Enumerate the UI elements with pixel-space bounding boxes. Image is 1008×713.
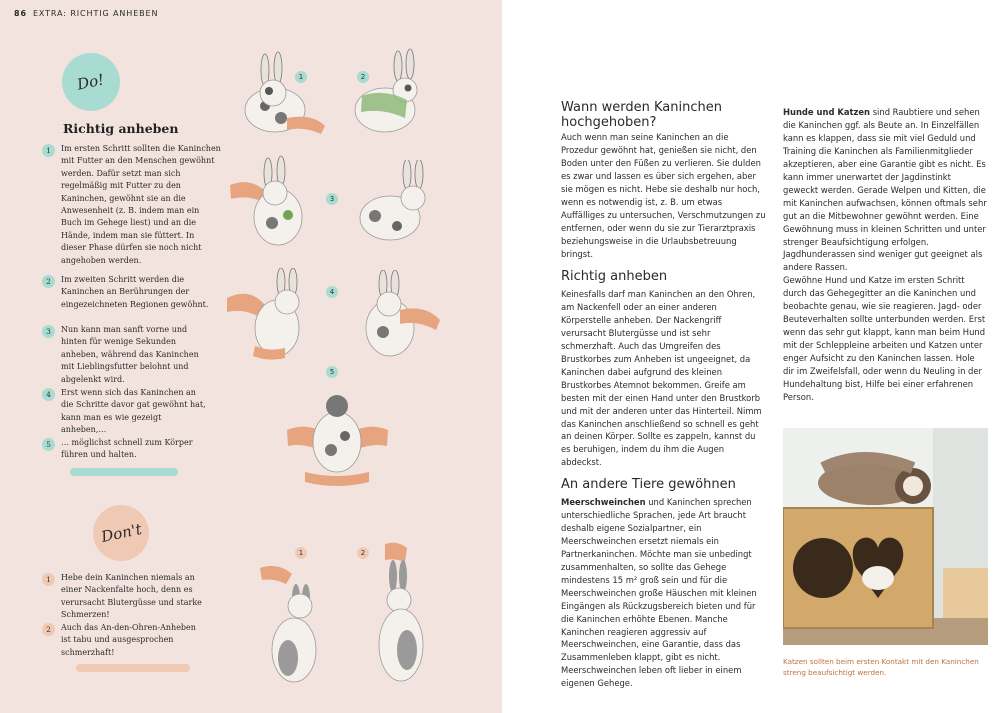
rabbit-step3a-illustration [228, 155, 328, 255]
step-number: 1 [42, 573, 55, 586]
step-number: 1 [42, 144, 55, 157]
do-step-3 [42, 324, 222, 386]
step-number: 4 [42, 388, 55, 401]
page-number: 86 [14, 9, 27, 18]
rabbit-step4a-illustration [225, 268, 325, 363]
do-step-5 [42, 437, 222, 462]
photo-caption: Katzen sollten beim ersten Kontakt mit den Kaninchen streng beaufsichtigt werden. [783, 657, 979, 677]
step-number: 2 [42, 623, 55, 636]
cat-on-wooden-house-photo [783, 428, 988, 645]
figure-number: 2 [357, 71, 369, 83]
figure-number: 3 [326, 193, 338, 205]
figure-number: 1 [295, 71, 307, 83]
step-number: 3 [42, 325, 55, 338]
rabbit-held-close-illustration [285, 380, 390, 490]
step-text: Im ersten Schritt sollten die Kaninchen mit Futter an den Menschen gewöhnt werden. Dafür setzt man sich regelmäßig mit Futter zu den Kaninchen, gewöhnt sie an die Anwesenheit (z. B. indem man ein Buch im Gehege liest) und an die Hände, indem man sie füttert. In dieser Phase dürfen sie noch nicht angehoben werden. [61, 144, 221, 265]
rabbit-step3b-illustration [345, 160, 445, 255]
figure-number: 2 [357, 547, 369, 559]
rabbit-neck-grab-illustration [252, 558, 337, 688]
dont-step-2 [42, 622, 222, 659]
section-name: EXTRA: RICHTIG ANHEBEN [32, 9, 159, 18]
section-body: Hunde und Katzen sind Raubtiere und sehen die Kaninchen ggf. als Beute an. In Einzelfällen kann es klappen, dass sie mit viel Geduld und Training die Kaninchen als Familienmitglieder akzeptieren, aber eine Garantie gibt es nicht. Es kann immer unerwartet der Jagdinstinkt geweckt werden. Gerade Welpen und Kitten, die mit Kaninchen aufwachsen, können oftmals sehr gut an die Mitbewohner gewöhnt werden. Eine Gewöhnung muss in kleinen Schritten und unter strenger Beaufsichtigung erfolgen. Jagdhunderassen sind weniger gut geeignet als andere Rassen. Gewöhne Hund und Katze im ersten Schritt durch das Gehegegitter an die Kaninchen und beobachte genau, wie sie reagieren. Jagd- oder Beuteverhalten sollte unterbunden werden. Erst wenn das sehr gut klappt, kann man beim Hund mit der Schleppleine arbeiten und Katzen unter enger Aufsicht zu den Kaninchen lassen. Hole dir im Zweifelsfall, oder wenn du Neuling in der Hundehaltung bist, Hilfe bei einer erfahrenen Person. [783, 107, 987, 402]
section-heading: An andere Tiere gewöhnen [561, 477, 736, 492]
do-step-1 [42, 143, 222, 267]
do-step-4 [42, 387, 222, 437]
dont-step-1 [42, 572, 222, 622]
do-underline [70, 468, 178, 476]
section-body: Auch wenn man seine Kaninchen an die Prozedur gewöhnt hat, genießen sie nicht, den Boden unter den Füßen zu verlieren. Sie dulden es zwar und lassen es über sich ergehen, aber sie mögen es nicht. Hebe sie deshalb nur hoch, wenn es notwendig ist, z. B. um etwas Auffälliges zu untersuchen, Verschmutzungen zu entfernen, oder wenn du sie zur Tierarztpraxis beziehungsweise in die Urlaubsbetreuung bringst. [561, 132, 766, 259]
figure-number: 5 [326, 366, 338, 378]
section-body: Keinesfalls darf man Kaninchen an den Ohren, am Nackenfell oder an einer anderen Körperstelle anheben. Der Nackengriff verursacht Blutergüsse und ist sehr schmerzhaft. Auch das Umgreifen des Brustkorbes zum Anheben ist ungeeignet, da Kaninchen dabei aufgrund des kleinen Brustkorbes Atemnot bekommen. Greife am besten mit der einen Hand unter den Brustkorb und mit der anderen unter das Hinterteil. Nimm das Kaninchen anschließend so schnell es geht an deinen Körper. Sollte es zappeln, kannst du es beruhigen, indem du ihm die Augen abdeckst. [561, 289, 762, 468]
do-step-2 [42, 274, 222, 311]
step-number: 2 [42, 275, 55, 288]
section-heading: Richtig anheben [561, 269, 668, 284]
dont-underline [76, 664, 190, 672]
step-text: … möglichst schnell zum Körper führen und halten. [61, 438, 193, 460]
step-text: Hebe dein Kaninchen niemals an einer Nackenfalte hoch, denn es verursacht Blutergüsse und starke Schmerzen! [61, 573, 202, 620]
step-text: Auch das An-den-Ohren-Anheben ist tabu und ausgesprochen schmerzhaft! [61, 623, 196, 657]
rabbit-ear-grab-illustration [365, 540, 440, 690]
figure-number: 4 [326, 286, 338, 298]
do-section-title: Richtig anheben [63, 121, 179, 136]
step-text: Nun kann man sanft vorne und hinten für wenige Sekunden anheben, während das Kaninchen mit Lieblingsfutter belohnt und abgelenkt wird. [61, 325, 199, 384]
running-head [14, 9, 158, 18]
section-body: Meerschweinchen und Kaninchen sprechen unterschiedliche Sprachen, jede Art braucht deshalb eigene Sozialpartner, ein Meerschweinchen ersetzt niemals ein Partnerkaninchen. Möchte man sie unbedingt zusammenhalten, so sollte das Gehege mindestens 15 m² groß sein und für die Meerschweinchen große Häuschen mit kleinen Eingängen als Rückzugsbereich bieten und für die Kaninchen erhöhte Ebenen. Manche Kaninchen reagieren aggressiv auf Meerschweinchen, eine Garantie, dass das Zusammenleben klappt, gibt es nicht. Meerschweinchen leben oft lieber in einem eigenen Gehege. [561, 497, 757, 689]
step-text: Erst wenn sich das Kaninchen an die Schritte davor gat gewöhnt hat, kann man es wie gezeigt anheben,… [61, 388, 206, 435]
left-page [0, 0, 502, 713]
do-badge: Do! [62, 53, 120, 111]
rabbit-petting-illustration [340, 48, 440, 143]
rabbit-feeding-illustration [225, 48, 335, 143]
step-text: Im zweiten Schritt werden die Kaninchen an Berührungen der eingezeichneten Regionen gewöhnt. [61, 275, 209, 309]
figure-number: 1 [295, 547, 307, 559]
section-heading: Wann werden Kaninchen hochgehoben? [561, 100, 722, 130]
rabbit-step4b-illustration [345, 270, 445, 365]
step-number: 5 [42, 438, 55, 451]
dont-badge: Don't [93, 505, 149, 561]
